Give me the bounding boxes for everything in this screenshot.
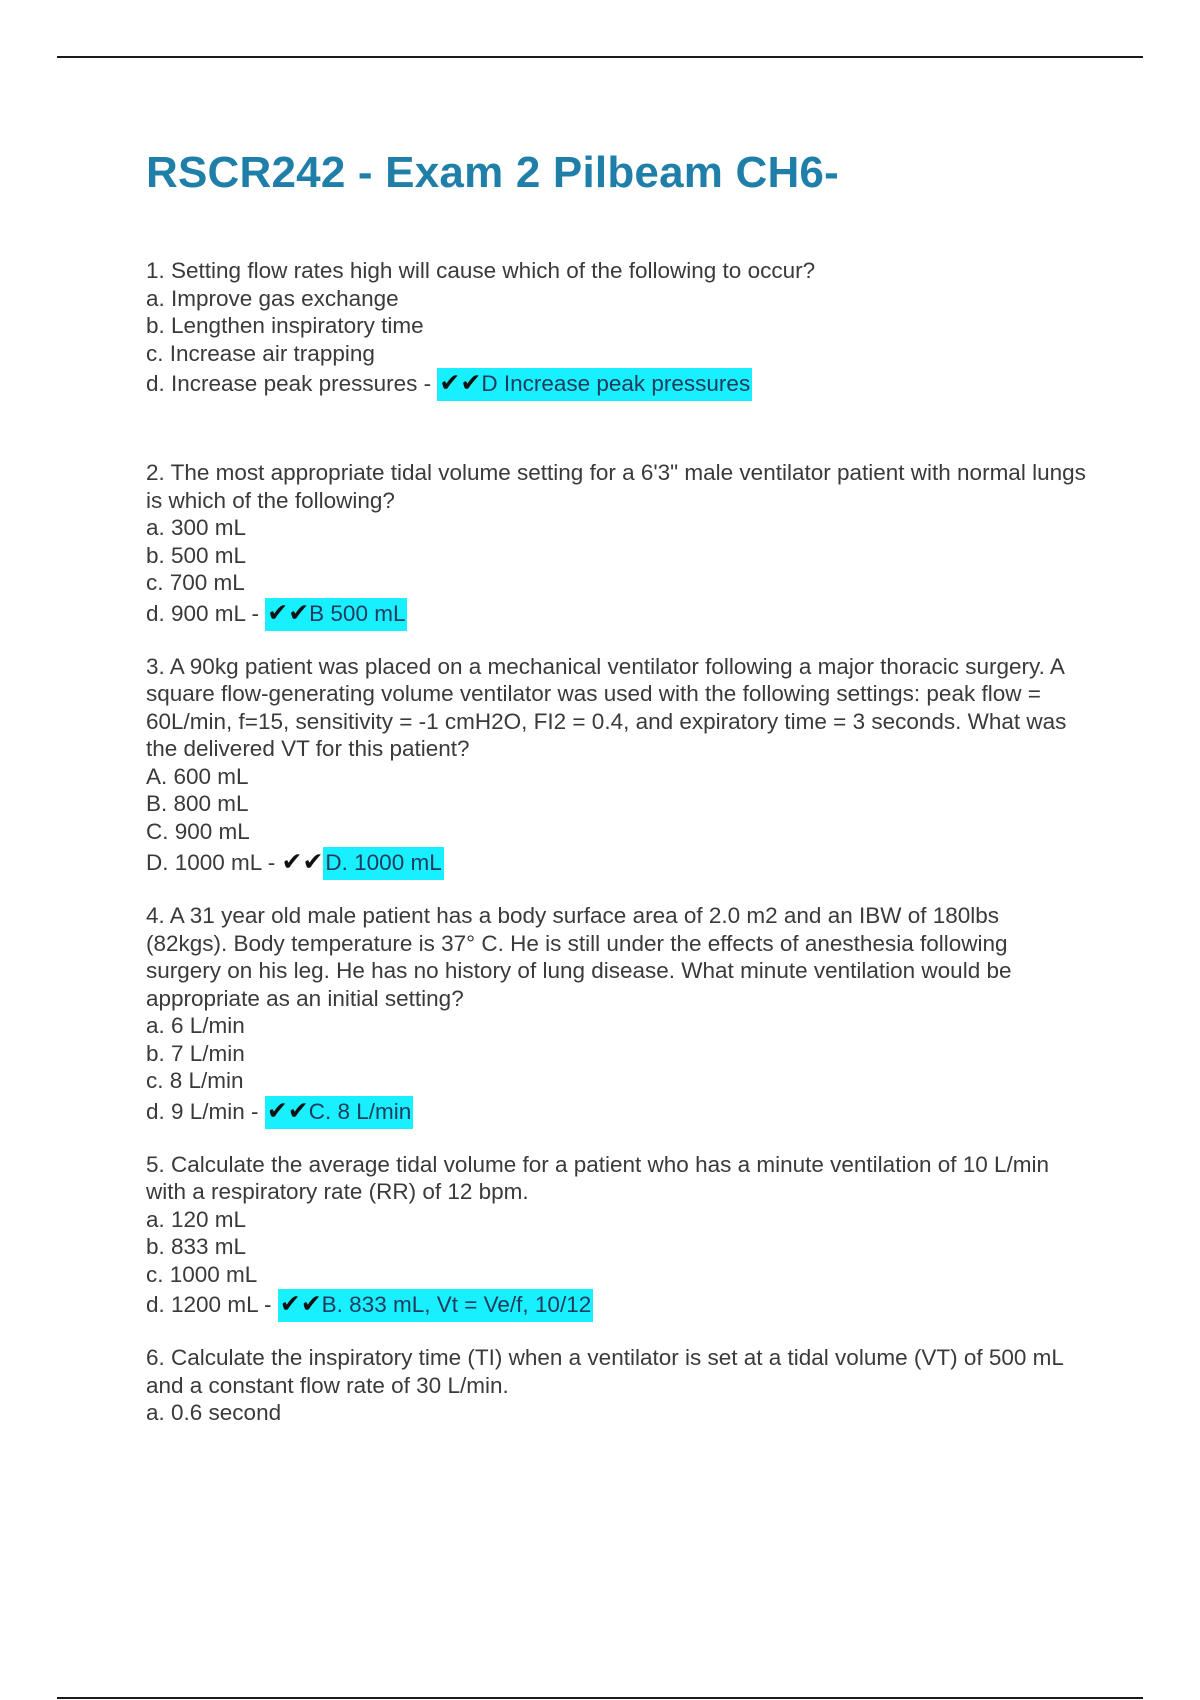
option: c. Increase air trapping [146, 340, 375, 366]
option: C. 900 mL [146, 818, 250, 844]
answer-highlight [323, 847, 443, 880]
answer-highlight [278, 1289, 593, 1322]
question-stem: 4. A 31 year old male patient has a body surface area of 2.0 m2 and an IBW of 180lbs (82kgs). Body temperature is 37° C. He is still under the effects of anesthesia following surgery on his leg. He has no history of lung disease. What minute ventilation would be appropriate as an initial setting? [146, 903, 1012, 1011]
answer-text: D Increase peak pressures [481, 371, 751, 396]
document-body [146, 145, 1086, 1427]
question-5 [146, 1151, 1086, 1323]
double-check-icon: ✔✔ [267, 598, 310, 627]
answer-highlight [265, 598, 407, 631]
answer-text: C. 8 L/min [308, 1098, 412, 1124]
answer-line [146, 1095, 1086, 1129]
bottom-rule [57, 1697, 1143, 1699]
double-check-icon: ✔✔ [279, 1290, 322, 1318]
answer-text: B. 833 mL, Vt = Ve/f, 10/12 [321, 1292, 592, 1317]
option: b. 833 mL [146, 1234, 247, 1259]
option: a. 6 L/min [146, 1013, 245, 1038]
answer-text: D. 1000 mL [325, 850, 442, 875]
option: a. 0.6 second [146, 1400, 282, 1425]
double-check-icon: ✔✔ [281, 848, 324, 876]
answer-line [146, 845, 1086, 880]
answer-line [146, 1288, 1086, 1322]
option: d. 900 mL - [146, 600, 259, 626]
top-rule [57, 56, 1143, 58]
answer-highlight [265, 1096, 413, 1129]
question-stem: 6. Calculate the inspiratory time (TI) when a ventilator is set at a tidal volume (VT) of 500 mL and a constant flow rate of 30 L/min. [146, 1345, 1064, 1398]
question-stem: 2. The most appropriate tidal volume setting for a 6'3" male ventilator patient with normal lungs is which of the following? [146, 460, 1086, 513]
option: b. Lengthen inspiratory time [146, 313, 424, 338]
question-3 [146, 653, 1086, 881]
option: A. 600 mL [146, 763, 249, 789]
question-2 [146, 459, 1086, 631]
answer-text: B 500 mL [309, 600, 406, 626]
option: a. Improve gas exchange [146, 285, 399, 311]
document-title: RSCR242 - Exam 2 Pilbeam CH6- [146, 148, 839, 197]
option: B. 800 mL [146, 791, 249, 816]
option: c. 700 mL [146, 570, 245, 595]
question-stem: 5. Calculate the average tidal volume for a patient who has a minute ventilation of 10 L/min with a respiratory rate (RR) of 12 bpm. [146, 1151, 1050, 1204]
option: b. 500 mL [146, 542, 247, 568]
question-stem: 3. A 90kg patient was placed on a mechanical ventilator following a major thoracic surgery. A square flow-generating volume ventilator was used with the following settings: peak flow = 60L/min, f=15, sensitivity = -1 cmH2O, FI2 = 0.4, and expiratory time = 3 seconds. What was the delivered VT for this patient? [146, 653, 1067, 761]
answer-line [146, 367, 1086, 401]
answer-line [146, 597, 1086, 631]
question-1 [146, 257, 1086, 401]
answer-highlight [437, 368, 752, 401]
option: a. 120 mL [146, 1206, 247, 1232]
question-stem: 1. Setting flow rates high will cause which of the following to occur? [146, 258, 816, 283]
option: c. 8 L/min [146, 1068, 244, 1093]
option: a. 300 mL [146, 515, 247, 540]
question-6 [146, 1344, 1086, 1427]
option: d. 9 L/min - [146, 1098, 259, 1124]
question-4 [146, 902, 1086, 1129]
option: b. 7 L/min [146, 1040, 245, 1066]
double-check-icon: ✔✔ [266, 1096, 309, 1125]
option: c. 1000 mL [146, 1261, 258, 1287]
option: d. 1200 mL - [146, 1292, 272, 1317]
double-check-icon: ✔✔ [439, 369, 482, 397]
option: d. Increase peak pressures - [146, 371, 432, 396]
option: D. 1000 mL - [146, 850, 276, 875]
